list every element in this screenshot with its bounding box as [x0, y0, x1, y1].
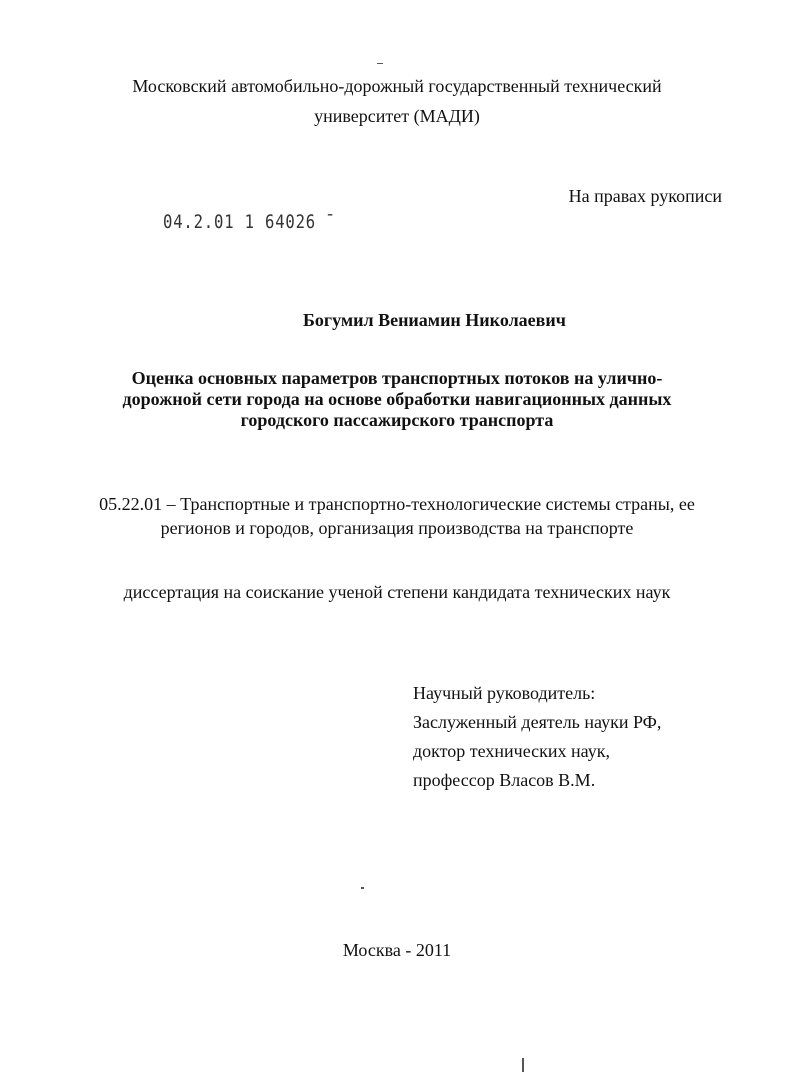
city-year: Москва - 2011: [342, 940, 452, 960]
supervisor-title-2: доктор технических наук,: [413, 741, 610, 761]
supervisor-block: [413, 679, 661, 795]
scan-mark-bottom: [522, 1058, 524, 1072]
supervisor-label: Научный руководитель:: [413, 683, 596, 703]
title-line-3: городского пассажирского транспорта: [240, 410, 554, 430]
institution-name: [0, 71, 794, 131]
supervisor-name: профессор Власов В.М.: [413, 770, 596, 790]
degree-statement: диссертация на соискание ученой степени кандидата технических наук: [123, 582, 671, 602]
scan-mark-middle: [361, 887, 364, 889]
specialty-line-1: 05.22.01 – Транспортные и транспортно-технологические системы страны, ее: [99, 494, 695, 514]
author-name: Богумил Вениамин Николаевич: [303, 310, 566, 330]
title-line-2: дорожной сети города на основе обработки навигационных данных: [122, 389, 672, 409]
institution-line-2: университет (МАДИ): [314, 106, 480, 126]
scan-mark-top: [377, 63, 383, 64]
specialty-line-2: регионов и городов, организация производства на транспорте: [160, 518, 634, 538]
dissertation-title: [0, 368, 794, 431]
registration-stamp: 04.2.01 1 64026 ̄: [163, 211, 327, 233]
specialty-code: [0, 492, 794, 540]
supervisor-title-1: Заслуженный деятель науки РФ,: [413, 712, 662, 732]
institution-line-1: Московский автомобильно-дорожный государственный технический: [132, 76, 662, 96]
title-line-1: Оценка основных параметров транспортных потоков на улично-: [131, 368, 663, 388]
manuscript-rights-note: На правах рукописи: [568, 186, 722, 206]
